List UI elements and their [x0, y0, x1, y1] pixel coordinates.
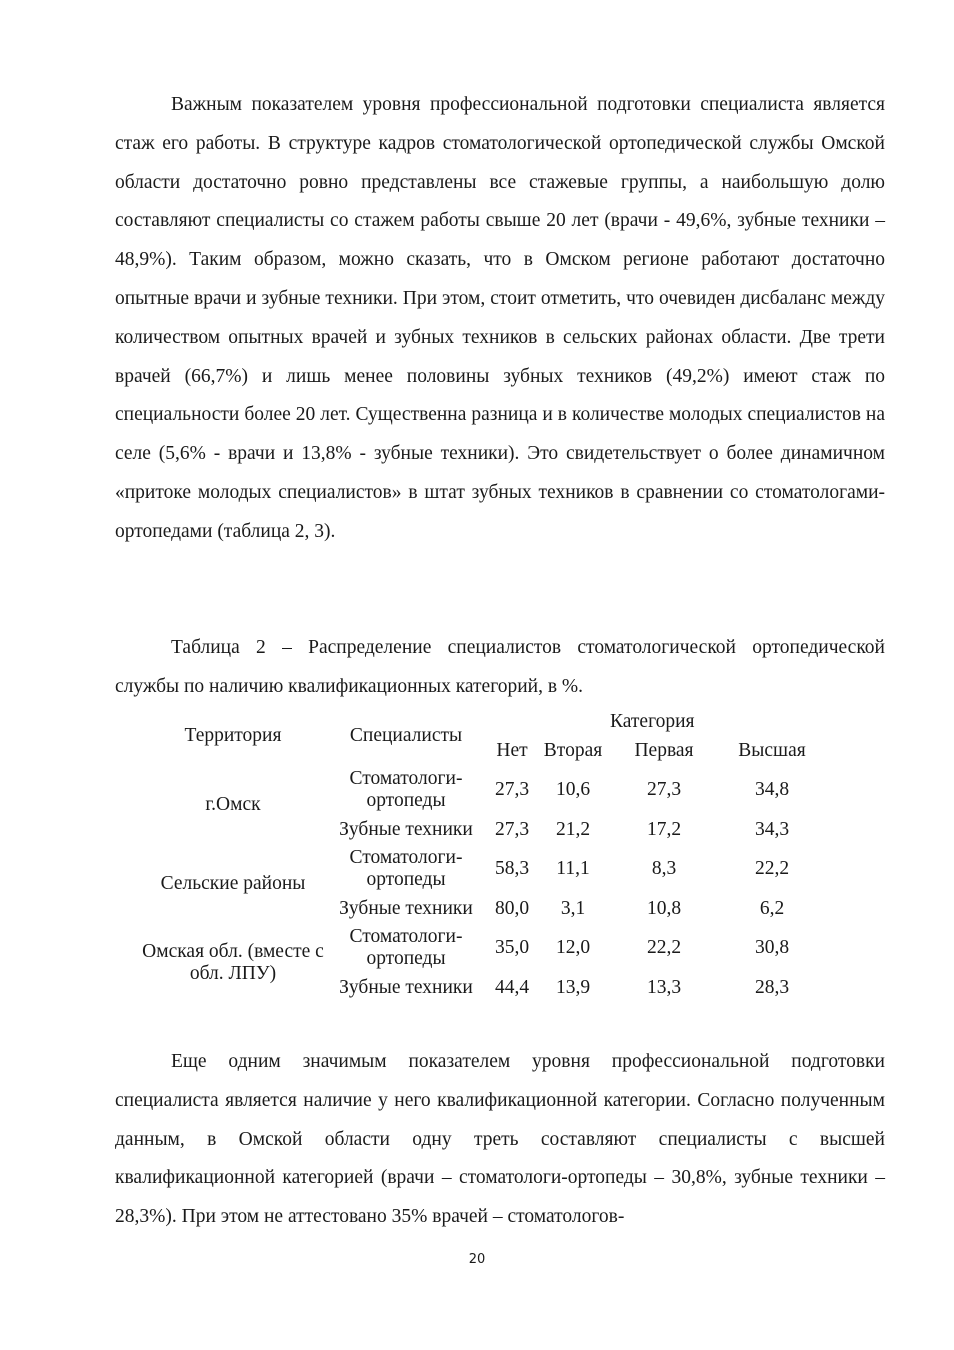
value-highest: 28,3 [754, 976, 790, 998]
header-second: Вторая [543, 740, 603, 761]
qualification-table [140, 707, 824, 1002]
value-second: 10,6 [555, 779, 591, 800]
table-row [140, 765, 824, 815]
value-highest: 6,2 [759, 897, 785, 919]
value-none: 80,0 [494, 897, 530, 919]
value-none: 58,3 [494, 858, 530, 879]
value-second: 12,0 [555, 937, 591, 958]
value-second: 21,2 [555, 818, 591, 840]
value-second: 11,1 [556, 858, 590, 879]
qualification-table-container [140, 707, 860, 1002]
header-specialists: Специалисты [349, 725, 463, 746]
paragraph-qualification [115, 1043, 885, 1237]
value-first: 13,3 [646, 976, 682, 998]
value-none: 27,3 [494, 779, 530, 800]
value-none: 35,0 [494, 937, 530, 958]
value-highest: 30,8 [754, 937, 790, 958]
specialist-cell: Зубные техники [339, 897, 473, 919]
paragraph-text: Еще одним значимым показателем уровня профессиональной подготовки специалиста является наличие у него квалификационной категории. Согласно полученным данным, в Омской области одну треть составляют специалисты с высшей квалификационной категорией (врачи – стоматологи-ортопеды – 30,8%, зубные техники – 28,3%). При этом не аттестовано 35% врачей – стоматологов- [115, 1051, 885, 1228]
value-highest: 34,8 [754, 779, 790, 800]
value-none: 27,3 [494, 818, 530, 840]
paragraph-work-experience [115, 86, 885, 552]
specialist-cell: Зубные техники [339, 976, 473, 998]
header-none: Нет [496, 740, 528, 761]
territory-cell: Омская обл. (вместе с обл. ЛПУ) [142, 940, 324, 984]
specialist-cell: Стоматологи-ортопеды [349, 847, 463, 890]
table-header-row [140, 707, 824, 737]
value-first: 22,2 [646, 937, 682, 958]
value-second: 13,9 [555, 976, 591, 998]
specialist-cell: Стоматологи-ортопеды [349, 926, 463, 969]
header-territory: Территория [184, 725, 282, 746]
header-first: Первая [634, 740, 694, 761]
value-first: 27,3 [646, 779, 682, 800]
table-caption [115, 629, 885, 707]
territory-cell: Сельские районы [160, 872, 306, 894]
specialist-cell: Стоматологи-ортопеды [349, 768, 463, 811]
value-first: 10,8 [646, 897, 682, 919]
value-second: 3,1 [560, 897, 586, 919]
value-first: 8,3 [651, 858, 677, 879]
table-row [140, 844, 824, 894]
value-first: 17,2 [646, 818, 682, 840]
header-highest: Высшая [738, 740, 806, 761]
specialist-cell: Зубные техники [339, 818, 473, 840]
header-category [486, 707, 824, 737]
table-caption-text: Таблица 2 – Распределение специалистов стоматологической ортопедической службы по наличию квалификационных категорий, в %. [115, 637, 885, 697]
page-number: 20 [468, 1252, 486, 1267]
value-none: 44,4 [494, 976, 530, 998]
value-highest: 22,2 [754, 858, 790, 879]
header-category-text: Категория [610, 711, 695, 732]
table-row [140, 923, 824, 973]
value-highest: 34,3 [754, 818, 790, 840]
territory-cell: г.Омск [205, 793, 261, 815]
paragraph-text: Важным показателем уровня профессиональной подготовки специалиста является стаж его работы. В структуре кадров стоматологической ортопедической службы Омской области достаточно ровно представлены все стажевые группы, а наибольшую долю составляют специалисты со стажем работы свыше 20 лет (врачи - 49,6%, зубные техники – 48,9%). Таким образом, можно сказать, что в Омском регионе работают достаточно опытные врачи и зубные техники. При этом, стоит отметить, что очевиден дисбаланс между количеством опытных врачей и зубных техников в сельских районах области. Две трети врачей (66,7%) и лишь менее половины зубных техников (49,2%) имеют стаж по специальности более 20 лет. Существенна разница и в количестве молодых специалистов на селе (5,6% - врачи и 13,8% - зубные техники). Это свидетельствует о более динамичном «притоке молодых специалистов» в штат зубных техников в сравнении со стоматологами-ортопедами (таблица 2, 3). [115, 94, 885, 542]
